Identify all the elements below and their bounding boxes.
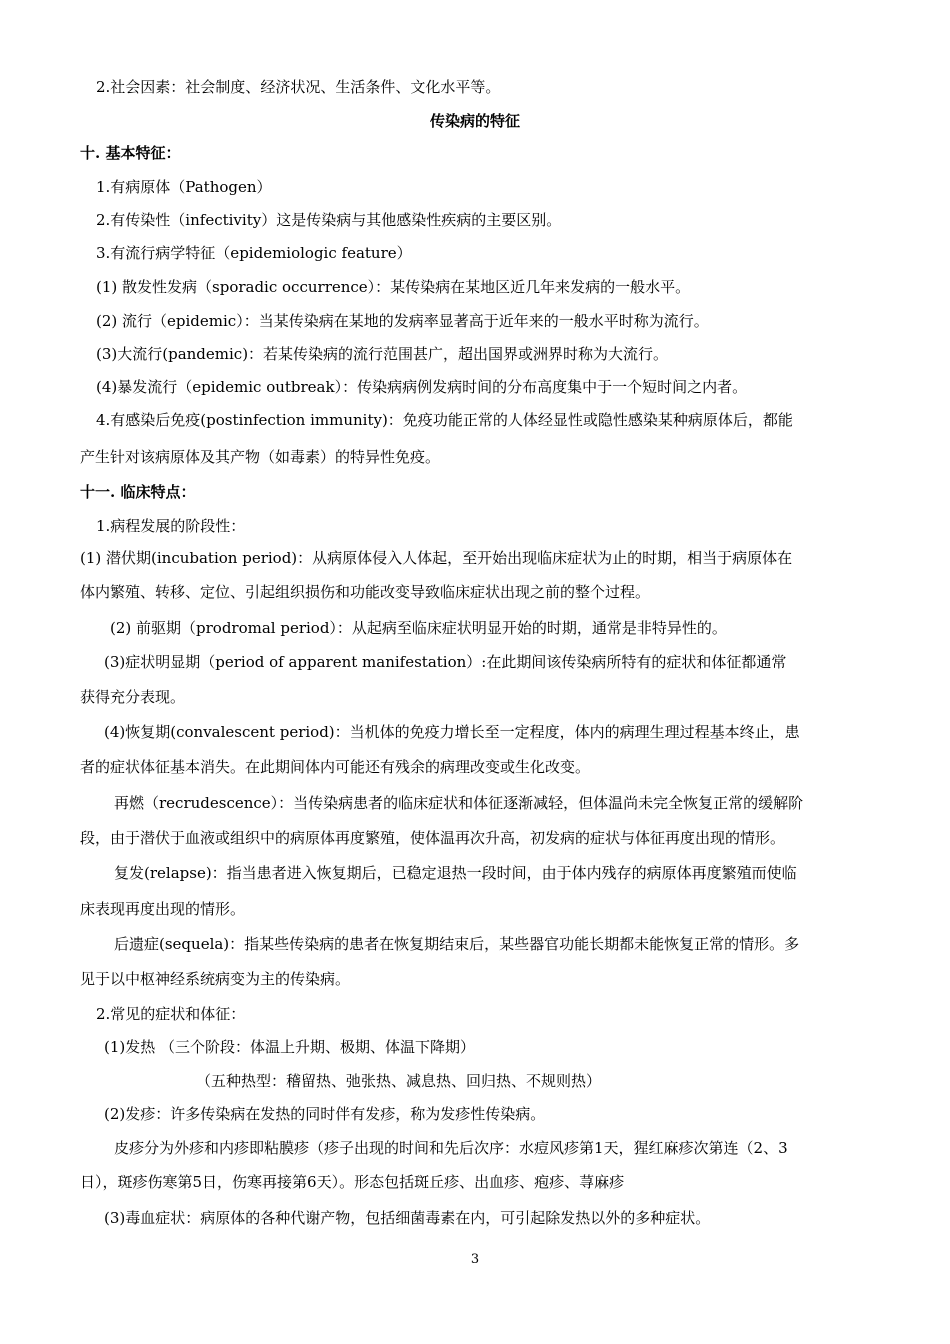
heading-basic-features: 十. 基本特征： (80, 144, 181, 162)
text-line: (1)发热 （三个阶段：体温上升期、极期、体温下降期） (104, 1038, 476, 1056)
text-line: 3.有流行病学特征（epidemiologic feature） (96, 244, 412, 262)
text-line: (3)大流行(pandemic)：若某传染病的流行范围甚广，超出国界或洲界时称为大流行。 (96, 345, 669, 363)
text-line: 段，由于潜伏于血液或组织中的病原体再度繁殖，使体温再次升高，初发病的症状与体征再度出现的情形。 (80, 829, 786, 847)
text-line: 复发(relapse)：指当患者进入恢复期后，已稳定退热一段时间，由于体内残存的病原体再度繁殖而使临 (114, 864, 797, 882)
text-line: 见于以中枢神经系统病变为主的传染病。 (80, 970, 351, 988)
text-line: 2.社会因素：社会制度、经济状况、生活条件、文化水平等。 (96, 78, 501, 96)
text-line: 体内繁殖、转移、定位、引起组织损伤和功能改变导致临床症状出现之前的整个过程。 (80, 583, 651, 601)
section-title: 传染病的特征 (429, 112, 520, 130)
text-line: (2) 流行（epidemic）：当某传染病在某地的发病率显著高于近年来的一般水平时称为流行。 (96, 312, 709, 330)
text-line: 日），斑疹伤寒第5日，伤寒再接第6天）。形态包括斑丘疹、出血疹、疱疹、荨麻疹 (80, 1173, 625, 1191)
heading-clinical-features: 十一. 临床特点： (80, 483, 196, 501)
text-line: 1.病程发展的阶段性： (96, 517, 246, 535)
text-line: 者的症状体征基本消失。在此期间体内可能还有残余的病理改变或生化改变。 (80, 758, 591, 776)
text-line: 2.常见的症状和体征： (96, 1005, 246, 1023)
text-line: (3)症状明显期（period of apparent manifestation）:在此期间该传染病所特有的症状和体征都通常 (104, 653, 787, 671)
text-line: (4)恢复期(convalescent period)：当机体的免疫力增长至一定程度，体内的病理生理过程基本终止，患 (104, 723, 800, 741)
text-line: 获得充分表现。 (80, 688, 186, 706)
text-line: (2)发疹：许多传染病在发热的同时伴有发疹，称为发疹性传染病。 (104, 1105, 546, 1123)
text-line: (2) 前驱期（prodromal period）：从起病至临床症状明显开始的时期，通常是非特异性的。 (110, 619, 727, 637)
text-line: (3)毒血症状：病原体的各种代谢产物，包括细菌毒素在内，可引起除发热以外的多种症状。 (104, 1209, 711, 1227)
text-line: 2.有传染性（infectivity）这是传染病与其他感染性疾病的主要区别。 (96, 211, 562, 229)
text-line: 皮疹分为外疹和内疹即粘膜疹（疹子出现的时间和先后次序：水痘风疹第1天，猩红麻疹次第连（2、3 (114, 1139, 788, 1157)
text-line: 床表现再度出现的情形。 (80, 900, 246, 918)
text-line: 后遗症(sequela)：指某些传染病的患者在恢复期结束后，某些器官功能长期都未能恢复正常的情形。多 (114, 935, 800, 953)
page-number: 3 (470, 1252, 480, 1267)
text-line: （五种热型：稽留热、弛张热、减息热、回归热、不规则热） (196, 1072, 602, 1090)
text-line: (4)暴发流行（epidemic outbreak）：传染病病例发病时间的分布高度集中于一个短时间之内者。 (96, 378, 748, 396)
text-line: 4.有感染后免疫(postinfection immunity)：免疫功能正常的人体经显性或隐性感染某种病原体后，都能 (96, 411, 793, 429)
text-line: (1) 散发性发病（sporadic occurrence）：某传染病在某地区近几年来发病的一般水平。 (96, 278, 691, 296)
text-line: (1) 潜伏期(incubation period)：从病原体侵入人体起，至开始出现临床症状为止的时期，相当于病原体在 (80, 549, 793, 567)
text-line: 再燃（recrudescence）：当传染病患者的临床症状和体征逐渐减轻，但体温尚未完全恢复正常的缓解阶 (114, 794, 804, 812)
text-line: 产生针对该病原体及其产物（如毒素）的特异性免疫。 (80, 448, 441, 466)
text-line: 1.有病原体（Pathogen） (96, 178, 272, 196)
